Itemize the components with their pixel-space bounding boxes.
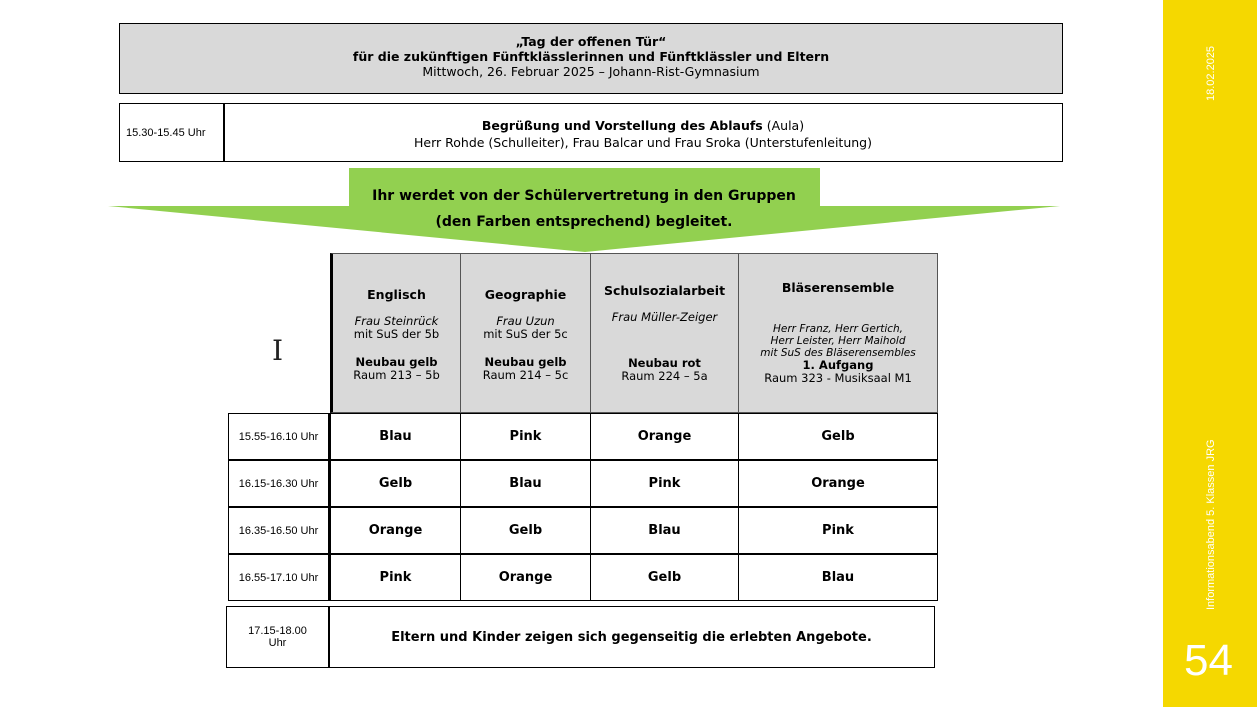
station-note: mit SuS der 5c — [483, 327, 568, 341]
final-time — [226, 606, 330, 668]
arrow-text — [349, 183, 819, 235]
station-subject: Schulsozialarbeit — [603, 283, 726, 298]
row-time: 16.15-16.30 Uhr — [228, 460, 331, 507]
group-cell: Orange — [590, 413, 739, 460]
group-cell: Orange — [330, 507, 461, 554]
station-room: Raum 213 – 5b — [353, 368, 440, 382]
station-header-englisch — [330, 253, 461, 413]
page-number: 54 — [1184, 636, 1233, 685]
final-time-line-2: Uhr — [268, 637, 287, 649]
final-time-line-1: 17.15-18.00 — [248, 625, 307, 637]
event-date-line: Mittwoch, 26. Februar 2025 – Johann-Rist-Gymnasium — [422, 64, 760, 79]
group-cell: Blau — [460, 460, 591, 507]
group-cell: Gelb — [460, 507, 591, 554]
station-subject: Geographie — [484, 287, 567, 302]
row-time: 15.55-16.10 Uhr — [228, 413, 331, 460]
event-title: „Tag der offenen Tür“ — [515, 34, 667, 49]
event-header — [119, 23, 1063, 94]
event-subtitle: für die zukünftigen Fünftklässlerinnen und Fünftklässler und Eltern — [352, 49, 830, 64]
station-building: Neubau rot — [628, 356, 701, 370]
station-building: Neubau gelb — [355, 355, 438, 369]
station-subject: Bläserensemble — [781, 280, 895, 295]
arrow-line-2: (den Farben entsprechend) begleitet. — [435, 214, 733, 230]
sidebar-footer: Informationsabend 5. Klassen JRG — [1205, 439, 1217, 610]
group-cell: Blau — [738, 554, 938, 601]
welcome-time: 15.30-15.45 Uhr — [119, 103, 225, 162]
station-note: mit SuS der 5b — [353, 327, 440, 341]
group-cell: Pink — [590, 460, 739, 507]
station-teacher: Frau Steinrück — [354, 314, 439, 328]
station-teacher: Herr Franz, Herr Gertich, — [773, 323, 903, 335]
table-row — [228, 554, 938, 601]
station-header-geographie — [460, 253, 591, 413]
group-cell: Orange — [738, 460, 938, 507]
arrow-line-1: Ihr werdet von der Schülervertretung in den Gruppen — [372, 188, 796, 204]
group-cell: Pink — [330, 554, 461, 601]
station-room: Raum 323 - Musiksaal M1 — [764, 371, 912, 385]
station-subject: Englisch — [367, 287, 426, 302]
sidebar-date: 18.02.2025 — [1205, 45, 1217, 101]
station-teacher: mit SuS des Bläserensembles — [760, 347, 916, 359]
final-description: Eltern und Kinder zeigen sich gegenseitig die erlebten Angebote. — [329, 606, 935, 668]
group-cell: Blau — [330, 413, 461, 460]
row-time: 16.35-16.50 Uhr — [228, 507, 331, 554]
station-building: 1. Aufgang — [802, 358, 874, 372]
station-building: Neubau gelb — [484, 355, 567, 369]
stations-header — [330, 253, 938, 413]
row-time: 16.55-17.10 Uhr — [228, 554, 331, 601]
table-row — [228, 507, 938, 554]
table-row — [228, 413, 938, 460]
group-cell: Gelb — [590, 554, 739, 601]
table-row — [228, 460, 938, 507]
welcome-location: (Aula) — [762, 118, 805, 133]
welcome-description — [224, 103, 1063, 162]
station-room: Raum 214 – 5c — [482, 368, 569, 382]
station-teacher: Frau Uzun — [496, 314, 555, 328]
station-teacher: Herr Leister, Herr Maihold — [770, 335, 906, 347]
group-cell: Gelb — [330, 460, 461, 507]
station-teacher: Frau Müller-Zeiger — [611, 310, 718, 324]
text-cursor-icon: I — [272, 334, 284, 367]
welcome-people: Herr Rohde (Schulleiter), Frau Balcar und Frau Sroka (Unterstufenleitung) — [414, 135, 872, 150]
group-cell: Orange — [460, 554, 591, 601]
group-cell: Gelb — [738, 413, 938, 460]
station-room: Raum 224 – 5a — [621, 369, 708, 383]
group-cell: Pink — [738, 507, 938, 554]
station-header-blaeserensemble — [738, 253, 938, 413]
group-cell: Blau — [590, 507, 739, 554]
group-cell: Pink — [460, 413, 591, 460]
station-header-schulsozialarbeit — [590, 253, 739, 413]
welcome-title: Begrüßung und Vorstellung des Ablaufs — [481, 118, 763, 133]
